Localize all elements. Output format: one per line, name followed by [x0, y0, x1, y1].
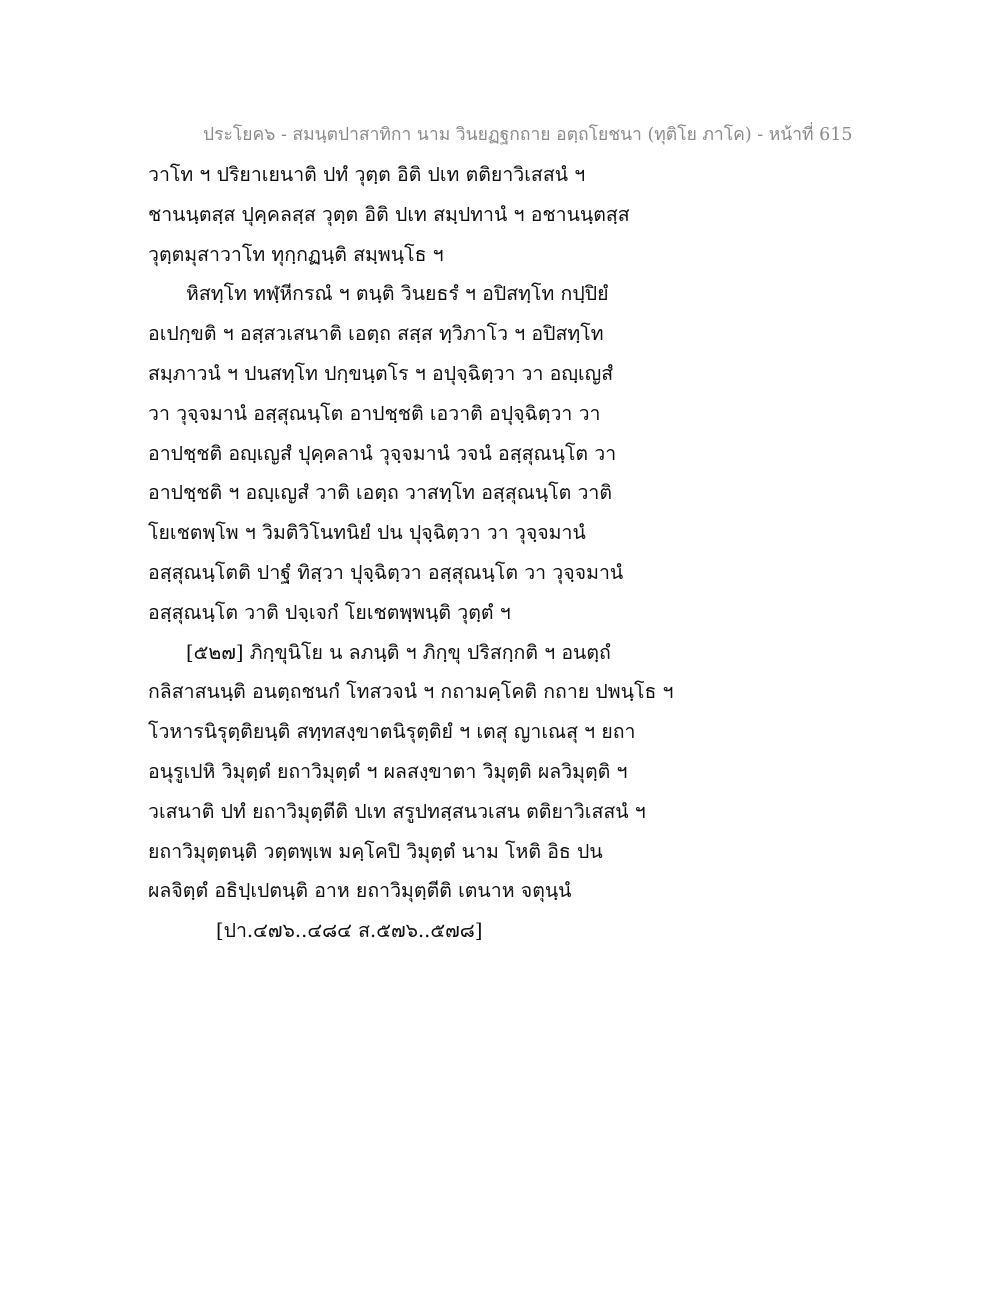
text-line: ยถาวิมุตฺตนฺติ วตฺตพฺเพ มคฺโคปิ วิมุตฺตํ นาม โหติ อิธ ปน: [148, 839, 603, 863]
text-line: สมฺภาวนํ ฯ ปนสทฺโท ปกฺขนฺตโร ฯ อปุจฺฉิตฺวา วา อญฺเญสํ: [148, 361, 614, 385]
text-line: อาปชฺชติ ฯ อญฺเญสํ วาติ เอตฺถ วาสทฺโท อสฺสุณนฺโต วาติ: [148, 481, 613, 505]
text-line: อนุรูเปหิ วิมุตฺตํ ยถาวิมุตฺตํ ฯ ผลสงฺขาตา วิมุตฺติ ผลวิมุตฺติ ฯ: [148, 759, 628, 783]
text-line: วา วุจฺจมานํ อสฺสุณนฺโต อาปชฺชติ เอวาติ อปุจฺฉิตฺวา วา: [148, 401, 601, 425]
body-text: [148, 159, 948, 955]
paragraph-start-line: หิสทฺโท ทฬฺหีกรณํ ฯ ตนฺติ วินยธรํ ฯ อปิสทฺโท กปฺปิยํ: [186, 282, 609, 306]
text-line: โยเชตพฺโพ ฯ วิมติวิโนทนิยํ ปน ปุจฺฉิตฺวา วา วุจฺจมานํ: [148, 521, 586, 545]
text-line: วุตฺตมุสาวาโท ทุกฺกฏนฺติ สมฺพนฺโธ ฯ: [148, 242, 444, 266]
text-line: กลิสาสนนฺติ อนตฺถชนกํ โทสวจนํ ฯ กถามคฺโคติ กถาย ปพนฺโธ ฯ: [148, 680, 674, 704]
text-line: อาปชฺชติ อญฺเญสํ ปุคฺคลานํ วุจฺจมานํ วจนํ อสฺสุณนฺโต วา: [148, 441, 617, 465]
text-line: วเสนาติ ปทํ ยถาวิมุตฺตีติ ปเท สรูปทสฺสนวเสน ตติยาวิเสสนํ ฯ: [148, 799, 646, 823]
text-line: อสฺสุณนฺโต วาติ ปจฺเจกํ โยเชตพฺพนฺติ วุตฺตํ ฯ: [148, 600, 511, 624]
text-line: ผลจิตฺตํ อธิปฺเปตนฺติ อาห ยถาวิมุตฺตีติ เตนาห จตุนฺนํ: [148, 879, 572, 903]
text-line: โวหารนิรุตฺติยนฺติ สทฺทสงฺขาตนิรุตฺติยํ ฯ เตสุ ญาเณสุ ฯ ยถา: [148, 720, 636, 744]
reference-line: [ปา.๔๗๖..๔๘๔ ส.๕๗๖..๕๗๘]: [216, 919, 483, 943]
text-line: อเปกฺขติ ฯ อสฺสวเสนาติ เอตฺถ สสฺส ทฺวิภาโว ฯ อปิสทฺโท: [148, 322, 604, 346]
text-line: ชานนฺตสฺส ปุคฺคลสฺส วุตฺต อิติ ปเท สมฺปทานํ ฯ อชานนฺตสฺส: [148, 202, 630, 226]
text-line: อสฺสุณนฺโตติ ปาฐํ ทิสฺวา ปุจฺฉิตฺวา อสฺสุณนฺโต วา วุจฺจมานํ: [148, 560, 624, 584]
paragraph-start-line: [๕๒๗] ภิกฺขุนิโย น ลภนฺติ ฯ ภิกฺขุ ปริสกฺกติ ฯ อนตฺถํ: [186, 640, 611, 664]
page-header: ประโยค๖ - สมนฺตปาสาทิกา นาม วินยฏฐกถาย อตฺถโยชนา (ทุติโย ภาโค) - หน้าที่ 615: [203, 125, 853, 145]
text-line: วาโท ฯ ปริยาเยนาติ ปทํ วุตฺต อิติ ปเท ตติยาวิเสสนํ ฯ: [148, 163, 586, 186]
